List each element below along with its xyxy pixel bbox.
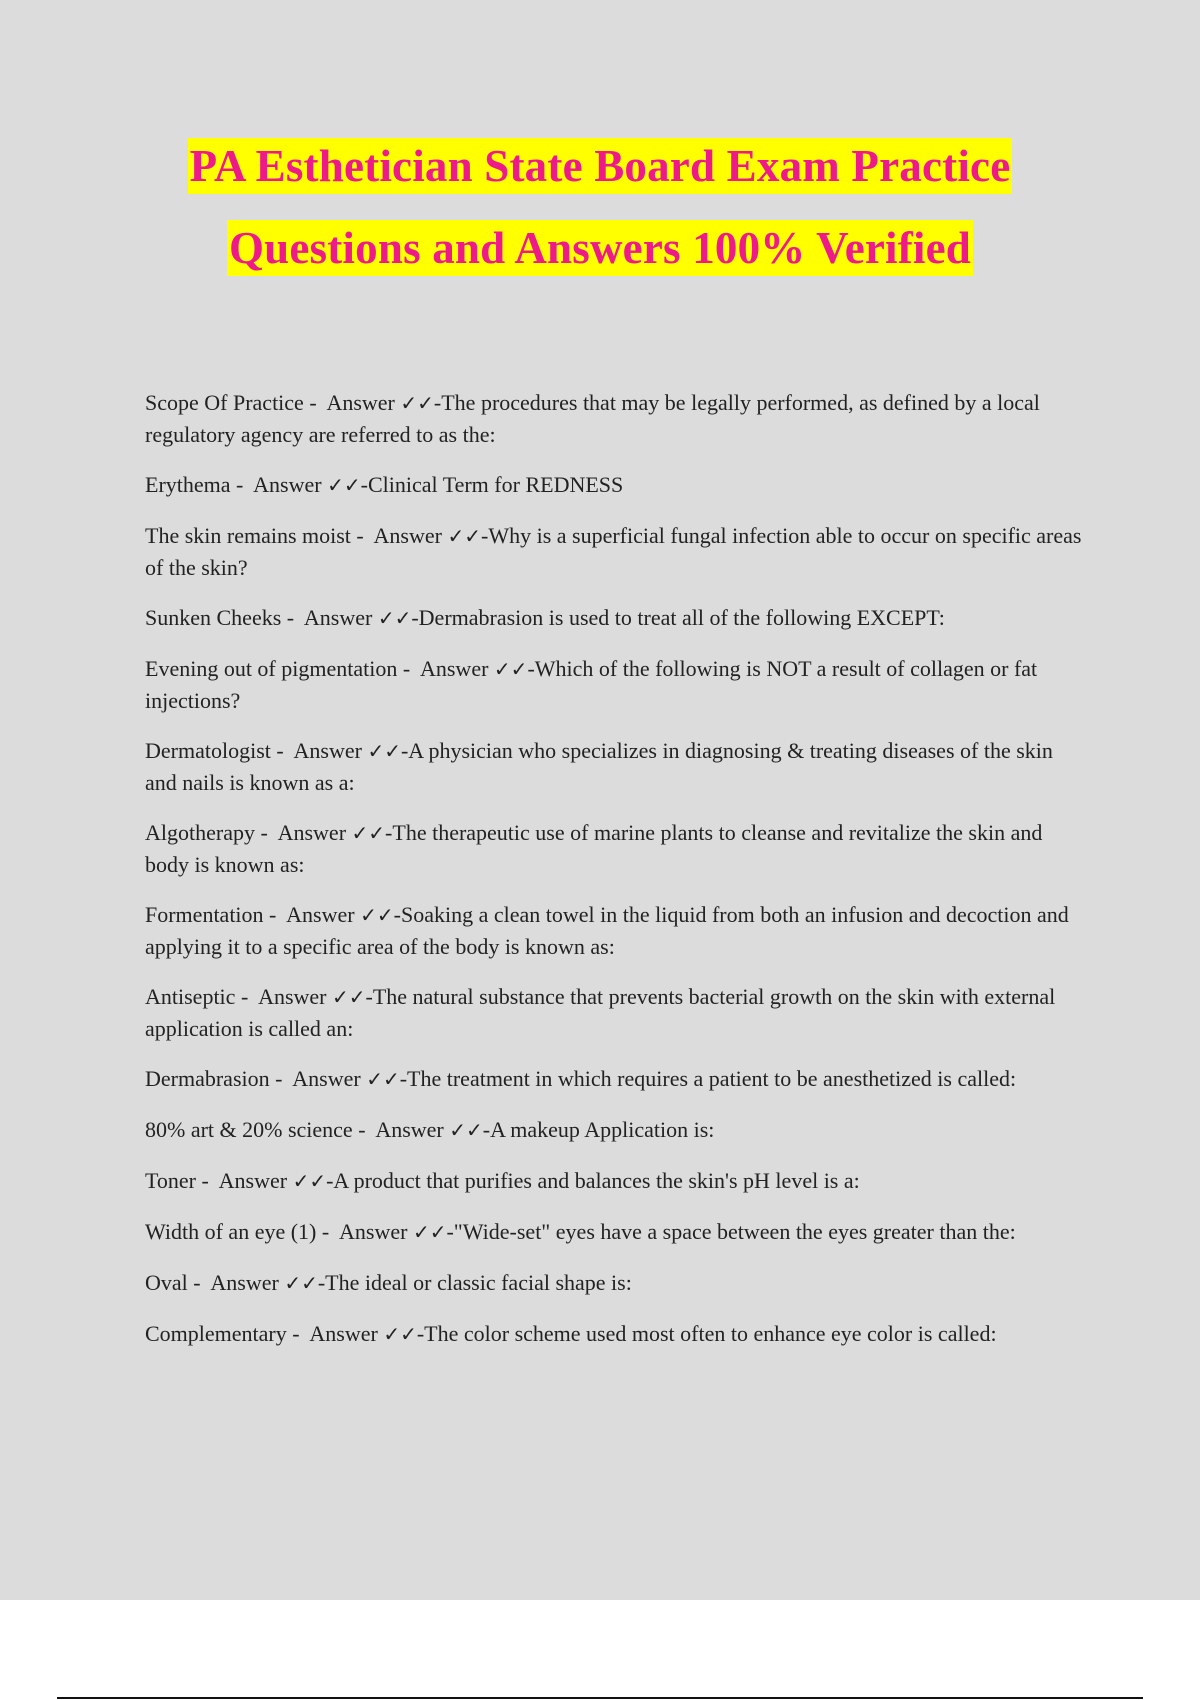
title-line-2: Questions and Answers 100% Verified: [227, 220, 973, 276]
title-line-1: PA Esthetician State Board Exam Practice: [188, 138, 1013, 194]
qa-term: Complementary: [145, 1321, 287, 1346]
qa-separator: -: [286, 1321, 310, 1346]
double-check-icon: ✓✓: [367, 739, 401, 763]
qa-term: Formentation: [145, 902, 264, 927]
qa-term: Evening out of pigmentation: [145, 656, 398, 681]
qa-separator: -: [235, 984, 259, 1009]
qa-separator: -: [254, 820, 278, 845]
qa-question: Which of the following is NOT a result of collagen or fat injections?: [145, 656, 1038, 713]
answer-label: Answer: [210, 1270, 279, 1295]
footer-rule: [57, 1697, 1143, 1699]
qa-list: [145, 387, 1090, 1369]
qa-question: The ideal or classic facial shape is:: [325, 1270, 632, 1295]
qa-separator: -: [397, 656, 420, 681]
qa-item: Width of an eye (1) - Answer ✓✓-"Wide-set" eyes have a space between the eyes greater than the:: [145, 1219, 1016, 1244]
qa-item: Erythema - Answer ✓✓-Clinical Term for REDNESS: [145, 472, 624, 497]
qa-term: Scope Of Practice: [145, 390, 304, 415]
double-check-icon: ✓✓: [284, 1271, 318, 1295]
qa-term: The skin remains moist: [145, 523, 351, 548]
answer-label: Answer: [258, 984, 327, 1009]
double-check-icon: ✓✓: [360, 903, 394, 927]
answer-label: Answer: [292, 1066, 361, 1091]
double-check-icon: ✓✓: [449, 1118, 483, 1142]
qa-question: Soaking a clean towel in the liquid from both an infusion and decoction and applying it to a specific area of the body is known as:: [145, 902, 1069, 959]
qa-question: The therapeutic use of marine plants to cleanse and revitalize the skin and body is known as:: [145, 820, 1043, 877]
document-title: [0, 138, 1200, 302]
answer-label: Answer: [419, 656, 489, 681]
double-check-icon: ✓✓: [412, 1220, 447, 1244]
double-check-icon: ✓✓: [292, 1169, 327, 1193]
answer-label: Answer: [218, 1168, 288, 1193]
qa-question: Clinical Term for REDNESS: [367, 472, 624, 497]
qa-item: Scope Of Practice - Answer ✓✓-The procedures that may be legally performed, as defined by a local regulatory agency are referred to as the:: [145, 390, 1040, 447]
qa-item: Dermatologist - Answer ✓✓-A physician who specializes in diagnosing & treating diseases of the skin and nails is known as a:: [145, 738, 1053, 795]
answer-label: Answer: [309, 1321, 378, 1346]
qa-question: Dermabrasion is used to treat all of the following EXCEPT:: [418, 605, 945, 630]
qa-separator: -: [230, 472, 254, 497]
qa-item: 80% art & 20% science - Answer ✓✓-A makeup Application is:: [145, 1117, 715, 1142]
qa-separator: -: [316, 1219, 340, 1244]
double-check-icon: ✓✓: [400, 391, 434, 415]
double-check-icon: ✓✓: [447, 524, 481, 548]
qa-term: Antiseptic: [145, 984, 236, 1009]
answer-label: Answer: [303, 605, 373, 630]
double-check-icon: ✓✓: [332, 985, 366, 1009]
qa-separator: -: [196, 1168, 219, 1193]
qa-term: Erythema: [145, 472, 231, 497]
qa-question: Why is a superficial fungal infection able to occur on specific areas of the skin?: [145, 523, 1082, 580]
qa-term: Dermabrasion: [145, 1066, 270, 1091]
qa-item: Oval - Answer ✓✓-The ideal or classic facial shape is:: [145, 1270, 632, 1295]
qa-term: 80% art & 20% science: [145, 1117, 353, 1142]
qa-separator: -: [350, 523, 374, 548]
qa-separator: -: [352, 1117, 376, 1142]
qa-item: Toner - Answer ✓✓-A product that purifies and balances the skin's pH level is a:: [145, 1168, 860, 1193]
qa-question: The treatment in which requires a patient to be anesthetized is called:: [407, 1066, 1017, 1091]
answer-label: Answer: [253, 472, 322, 497]
qa-question: The color scheme used most often to enhance eye color is called:: [424, 1321, 997, 1346]
qa-item: Dermabrasion - Answer ✓✓-The treatment in which requires a patient to be anesthetized is called:: [145, 1066, 1017, 1091]
qa-question: A makeup Application is:: [490, 1117, 715, 1142]
double-check-icon: ✓✓: [351, 821, 386, 845]
qa-term: Toner: [145, 1168, 196, 1193]
answer-label: Answer: [326, 390, 395, 415]
qa-question: "Wide-set" eyes have a space between the eyes greater than the:: [453, 1219, 1016, 1244]
qa-question: A product that purifies and balances the skin's pH level is a:: [333, 1168, 860, 1193]
qa-term: Algotherapy: [145, 820, 255, 845]
qa-question: The natural substance that prevents bacterial growth on the skin with external application is called an:: [145, 984, 1056, 1041]
double-check-icon: ✓✓: [493, 657, 528, 681]
answer-label: Answer: [277, 820, 347, 845]
qa-question: A physician who specializes in diagnosing & treating diseases of the skin and nails is known as a:: [145, 738, 1053, 795]
qa-separator: -: [187, 1270, 211, 1295]
qa-question: The procedures that may be legally performed, as defined by a local regulatory agency are referred to as the:: [145, 390, 1040, 447]
qa-separator: -: [270, 738, 294, 763]
double-check-icon: ✓✓: [366, 1067, 400, 1091]
answer-label: Answer: [339, 1219, 408, 1244]
double-check-icon: ✓✓: [377, 606, 412, 630]
qa-term: Sunken Cheeks: [145, 605, 282, 630]
qa-item: Complementary - Answer ✓✓-The color scheme used most often to enhance eye color is called:: [145, 1321, 997, 1346]
answer-label: Answer: [286, 902, 355, 927]
answer-label: Answer: [373, 523, 442, 548]
qa-item: Antiseptic - Answer ✓✓-The natural substance that prevents bacterial growth on the skin with external application is called an:: [145, 984, 1056, 1041]
qa-term: Oval: [145, 1270, 188, 1295]
qa-term: Dermatologist: [145, 738, 271, 763]
qa-separator: -: [281, 605, 304, 630]
qa-item: Evening out of pigmentation - Answer ✓✓-Which of the following is NOT a result of collagen or fat injections?: [145, 656, 1038, 713]
qa-item: Formentation - Answer ✓✓-Soaking a clean towel in the liquid from both an infusion and decoction and applying it to a specific area of the body is known as:: [145, 902, 1069, 959]
qa-item: The skin remains moist - Answer ✓✓-Why is a superficial fungal infection able to occur on specific areas of the skin?: [145, 523, 1082, 580]
qa-separator: -: [263, 902, 287, 927]
double-check-icon: ✓✓: [327, 473, 361, 497]
qa-item: Sunken Cheeks - Answer ✓✓-Dermabrasion is used to treat all of the following EXCEPT:: [145, 605, 945, 630]
answer-label: Answer: [375, 1117, 444, 1142]
qa-separator: -: [269, 1066, 293, 1091]
qa-term: Width of an eye (1): [145, 1219, 317, 1244]
qa-item: Algotherapy - Answer ✓✓-The therapeutic use of marine plants to cleanse and revitalize the skin and body is known as:: [145, 820, 1043, 877]
answer-label: Answer: [293, 738, 362, 763]
qa-separator: -: [303, 390, 327, 415]
double-check-icon: ✓✓: [383, 1322, 417, 1346]
